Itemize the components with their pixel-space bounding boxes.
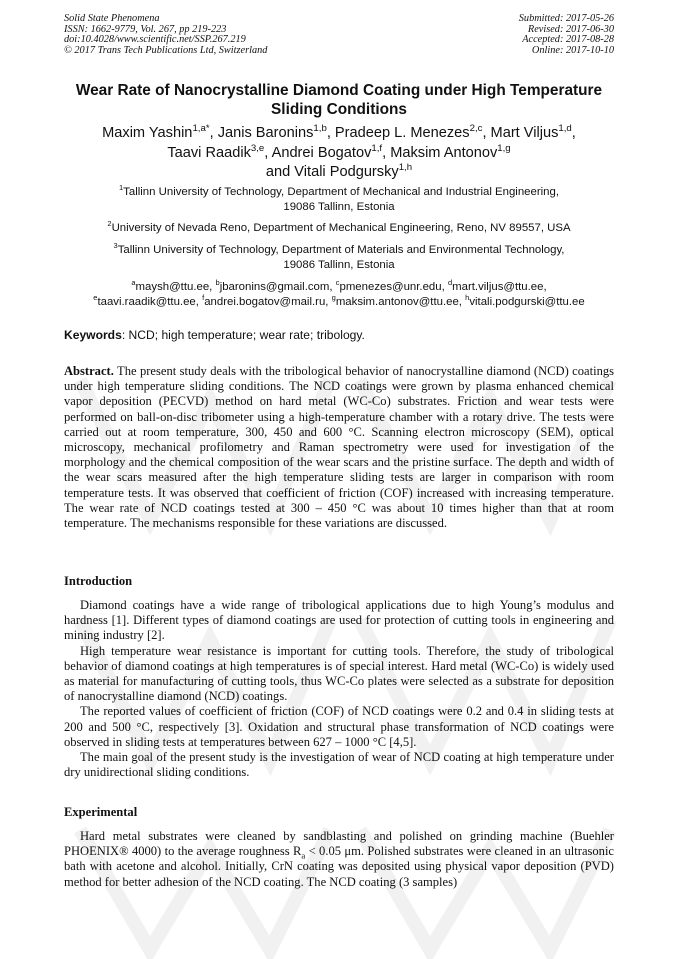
affiliation-2 [56, 221, 622, 236]
date-revised: Revised: 2017-06-30 [527, 23, 614, 35]
author-name: Pradeep L. Menezes [334, 125, 470, 141]
paragraph: High temperature wear resistance is important for cutting tools. Therefore, the study of tribological behavior of diamond coatings at high temperatures is of special interest. Hard metal (WC-Co) is widely used as material for manufacturing of cutting tools, thus WC-Co plates were selected as a substrate for deposition of nanocrystalline diamond (NCD) coatings. [64, 643, 614, 704]
author-separator: , [482, 125, 491, 141]
author-affiliation-mark: 1,d [558, 123, 572, 135]
author-name: and Vitali Podgursky [265, 164, 399, 180]
title-line: Sliding Conditions [271, 101, 407, 118]
author-name: Andrei Bogatov [271, 144, 372, 161]
author-separator: , [571, 125, 576, 141]
date-submitted: Submitted: 2017-05-26 [518, 13, 614, 24]
affiliation-text: 19086 Tallinn, Estonia [283, 200, 395, 213]
paragraph: The main goal of the present study is the investigation of wear of NCD coating at high temperature under dry unidirectional sliding conditions. [64, 750, 614, 780]
author-name: Mart Viljus [490, 125, 559, 141]
author-affiliation-mark: 1,b [313, 123, 327, 135]
author-separator: , [264, 144, 272, 161]
journal-name: Solid State Phenomena [64, 13, 160, 24]
email-line [40, 292, 638, 310]
keywords [64, 328, 624, 342]
keywords-text: : NCD; high temperature; wear rate; tribology. [121, 328, 365, 342]
paragraph [64, 829, 614, 890]
affiliation-3 [56, 243, 622, 272]
journal-doi[interactable]: doi:10.4028/www.scientific.net/SSP.267.219 [64, 34, 246, 46]
author-line [56, 124, 622, 144]
email-mark: a [131, 278, 136, 288]
email-mark: h [465, 292, 470, 302]
author-affiliation-mark: 1,f [371, 142, 383, 154]
keywords-label: Keywords [64, 328, 122, 342]
author-name: Taavi Raadik [167, 144, 251, 161]
author-line [56, 144, 622, 164]
affiliation-text: 19086 Tallinn, Estonia [283, 258, 395, 271]
author-affiliation-mark: 1,h [398, 162, 413, 174]
email-link[interactable]: maksim.antonov@ttu.ee, [335, 295, 466, 308]
submission-dates [519, 14, 614, 56]
affiliation-text: University of Nevada Reno, Department of Mechanical Engineering, Reno, NV 89557, USA [111, 222, 571, 234]
date-accepted: Accepted: 2017-08-28 [522, 34, 614, 46]
email-mark: g [331, 292, 336, 302]
abstract-label: Abstract. [64, 364, 114, 378]
paper-title [56, 81, 622, 119]
author-list [56, 124, 622, 183]
experimental-body [64, 829, 614, 890]
email-link[interactable]: andrei.bogatov@mail.ru, [204, 295, 332, 308]
paragraph: Diamond coatings have a wide range of tribological applications due to high Young’s modulus and hardness [1]. Different types of diamond coatings are used for protection of cutting tools in engineering and mining industry [2]. [64, 598, 614, 643]
email-mark: e [93, 292, 98, 302]
author-name: Janis Baronins [217, 125, 314, 141]
email-link[interactable]: pmenezes@unr.edu, [339, 281, 448, 293]
author-emails [40, 280, 638, 309]
author-affiliation-mark: 1,g [497, 142, 511, 154]
email-line [40, 280, 638, 295]
email-mark: b [215, 278, 220, 288]
section-heading-experimental: Experimental [64, 805, 138, 819]
email-mark: d [447, 278, 453, 288]
section-heading-introduction: Introduction [64, 574, 133, 588]
email-mark: f [202, 292, 205, 302]
author-separator: , [209, 125, 218, 141]
affiliation-text: Tallinn University of Technology, Department of Materials and Environmental Technology, [117, 244, 565, 256]
affiliation-mark: 3 [113, 241, 118, 251]
date-online: Online: 2017-10-10 [531, 44, 614, 56]
abstract [64, 364, 614, 531]
author-affiliation-mark: 3,e [250, 142, 265, 154]
affiliation-mark: 1 [118, 183, 124, 193]
author-affiliation-mark: 1,a* [192, 123, 210, 135]
journal-copyright: © 2017 Trans Tech Publications Ltd, Switzerland [64, 44, 268, 56]
author-separator: , [326, 125, 335, 141]
author-affiliation-mark: 2,c [469, 123, 483, 135]
roughness-subscript: a [301, 850, 306, 861]
email-link[interactable]: jbaronins@gmail.com, [219, 281, 336, 293]
author-line [56, 163, 622, 183]
author-name: Maxim Yashin [102, 125, 193, 141]
email-link[interactable]: mart.viljus@ttu.ee, [452, 281, 547, 293]
email-link[interactable]: vitali.podgurski@ttu.ee [469, 295, 585, 308]
affiliation-mark: 2 [107, 219, 112, 229]
journal-info [64, 14, 267, 56]
email-mark: c [335, 278, 340, 288]
abstract-text: The present study deals with the tribological behavior of nanocrystalline diamond (NCD) coatings under high temperature sliding conditions. The NCD coatings were grown by plasma enhanced chemical vapor deposition (PECVD) method on hard metal (WC-Co) substrates. Friction and wear tests were performed on ball-on-disc tribometer using a high-temperature chamber with a rotary drive. The tests were carried out at room temperature, 300, 450 and 600 °C. Scanning electron microscopy (SEM), optical microscopy, mechanical profilometry and Raman spectrometry were used for investigation of the morphology and the chemical composition of the wear scars and the pristine surface. The depth and width of the wear scars measured after the high temperature sliding tests are larger in comparison with room temperature tests. It was observed that coefficient of friction (COF) increased with increasing temperature. The wear rate of NCD coatings tested at 300 – 450 °C was about 10 times higher than that at room temperature. The mechanisms responsible for these variations are discussed. [64, 364, 614, 531]
paragraph-text: Hard metal substrates were cleaned by sandblasting and polished on grinding machine (Buehler PHOENIX® 4000) to the average roughness R [64, 829, 614, 859]
affiliation-text: Tallinn University of Technology, Department of Mechanical and Industrial Engineering, [123, 186, 559, 198]
title-line: Wear Rate of Nanocrystalline Diamond Coating under High Temperature [75, 82, 603, 99]
author-name: Maksim Antonov [390, 144, 498, 161]
affiliation-1 [56, 185, 622, 214]
introduction-body [64, 598, 614, 780]
author-separator: , [382, 144, 391, 161]
email-link[interactable]: taavi.raadik@ttu.ee, [97, 295, 203, 308]
paragraph: The reported values of coefficient of friction (COF) of NCD coatings were 0.2 and 0.4 in sliding tests at 200 and 500 °C, respectively [3]. Oxidation and structural phase transformation of NCD coatings were observed in sliding tests at temperatures between 627 – 1000 °C [4,5]. [64, 704, 614, 749]
journal-issn: ISSN: 1662-9779, Vol. 267, pp 219-223 [64, 23, 227, 35]
email-link[interactable]: maysh@ttu.ee, [135, 281, 216, 293]
paragraph-text: < 0.05 μm. Polished substrates were cleaned in an ultrasonic bath with acetone and alcohol. Initially, CrN coating was deposited using physical vapor deposition (PVD) method for better adhesion of the NCD coating. The NCD coating (3 samples) [64, 844, 614, 889]
